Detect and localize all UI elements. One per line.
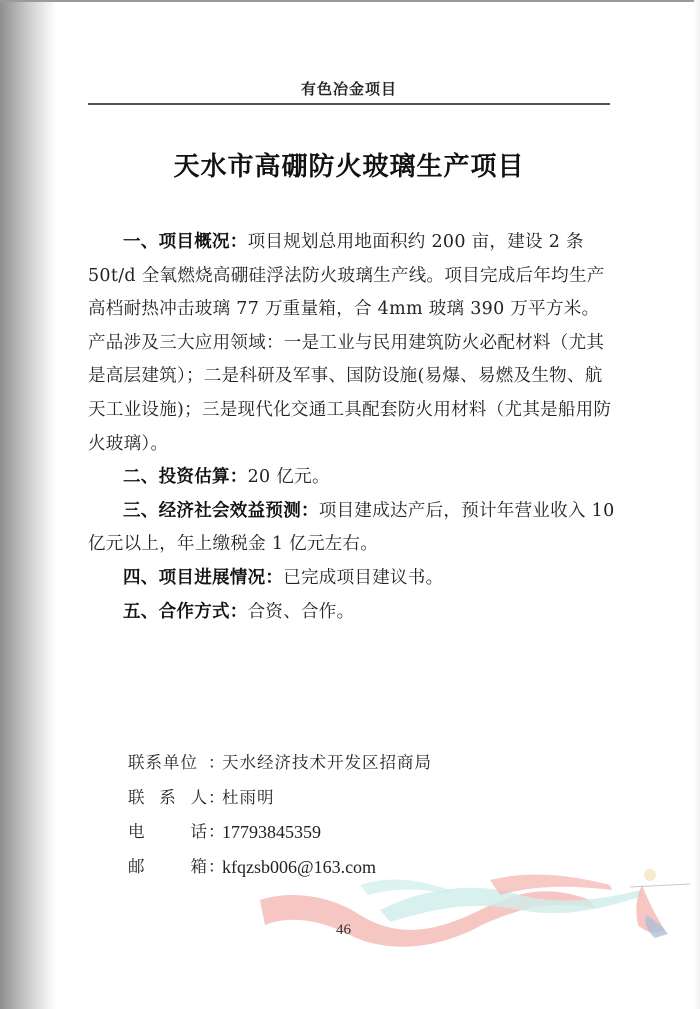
section-investment <box>88 461 616 495</box>
colon: ： <box>208 753 226 772</box>
project-description <box>88 226 616 629</box>
contact-phone-label <box>128 815 208 850</box>
contact-unit-value: 天水经济技术开发区招商局 <box>222 753 432 772</box>
page-binding-shadow <box>0 0 56 1009</box>
label-char: 人 <box>190 787 208 807</box>
contact-email-label <box>128 850 208 885</box>
page-title: 天水市高硼防火玻璃生产项目 <box>173 152 525 182</box>
label-char: 邮 <box>128 856 146 876</box>
contact-unit-row <box>128 746 608 781</box>
label-char: 系 <box>159 787 177 807</box>
page-number: 46 <box>336 922 351 938</box>
contact-unit-label: 联系单位 <box>128 753 198 772</box>
section-text: 20 亿元。 <box>247 467 330 488</box>
section-heading: 三、经济社会效益预测： <box>123 500 319 521</box>
label-char: 话 <box>190 822 208 841</box>
label-char: 电 <box>128 822 146 841</box>
section-text: 已完成项目建议书。 <box>283 567 444 588</box>
section-overview <box>88 226 616 461</box>
section-text: 项目建成达产后，预计年营业收入 10 亿元以上，年上缴税金 1 亿元左右。 <box>88 500 615 555</box>
contact-phone-row <box>128 815 608 850</box>
running-header: 有色冶金项目 <box>300 80 397 98</box>
section-benefits <box>88 495 616 562</box>
section-text: 合资、合作。 <box>247 601 355 622</box>
page-right-edge <box>694 0 700 1009</box>
apsaras-ribbon-decoration-icon <box>250 860 700 970</box>
contact-person-label <box>128 781 208 816</box>
contact-person-row <box>128 781 608 816</box>
label-char: 箱 <box>190 856 208 876</box>
section-progress <box>88 562 616 596</box>
contact-person-value: 杜雨明 <box>222 787 275 807</box>
section-heading: 五、合作方式： <box>123 601 248 622</box>
section-heading: 一、项目概况： <box>123 232 248 252</box>
contact-phone-value: 17793845359 <box>222 822 321 842</box>
section-text: 项目规划总用地面积约 200 亩，建设 2 条 50t/d 全氧燃烧高硼硅浮法防火玻璃生产线。项目完成后年均生产高档耐热冲击玻璃 77 万重量箱，合 4mm 玻璃 390 万平方米。产品涉及三大应用领域：一是工业与民用建筑防火必配材料（尤其是高层建筑）；二是科研及军事、国防设施(易爆、易燃及生物、航天工业设施)；三是现代化交通工具配套防火用材料（尤其是船用防火玻璃）。 <box>88 232 612 454</box>
colon: ： <box>208 822 226 841</box>
section-heading: 二、投资估算： <box>123 467 248 488</box>
label-char: 联 <box>128 787 146 807</box>
colon: ： <box>208 787 226 807</box>
section-cooperation <box>88 596 616 630</box>
colon: ： <box>208 856 226 876</box>
header-rule <box>88 103 610 105</box>
contact-email-value: kfqzsb006@163.com <box>222 856 377 877</box>
page-top-edge <box>0 0 700 2</box>
section-heading: 四、项目进展情况： <box>123 567 284 588</box>
